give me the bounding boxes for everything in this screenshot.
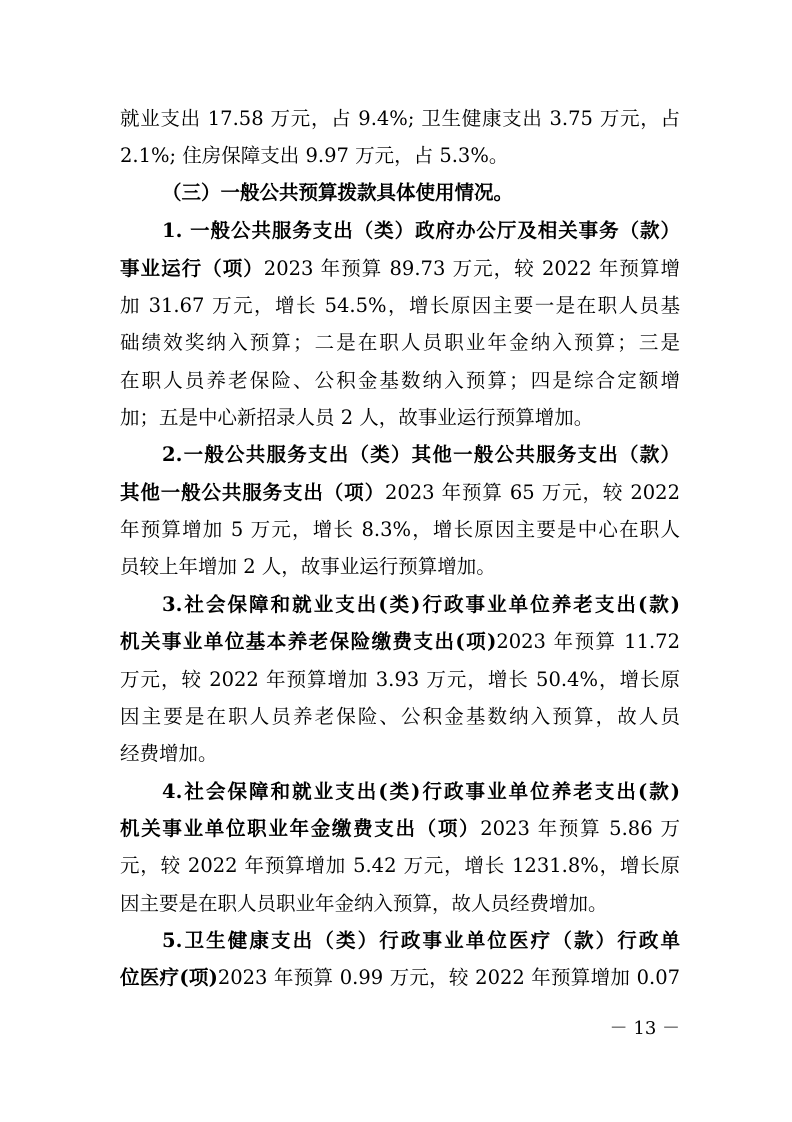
text-segment: 2023 年预算 0.99 万元，较 2022 年预算增加 0.07 xyxy=(217,966,681,989)
text-line-1 xyxy=(120,102,680,136)
item-heading: 2.一般公共服务支出（类）其他一般公共服务支出（款） xyxy=(162,443,680,466)
text-line-16 xyxy=(120,663,680,697)
text-line-7 xyxy=(120,326,680,360)
item-heading: 事业运行（项） xyxy=(120,257,264,280)
text-line-2 xyxy=(120,139,680,173)
text-segment: 年预算增加 5 万元，增长 8.3%，增长原因主要是中心在职人 xyxy=(120,518,680,541)
text-line-4 xyxy=(162,214,680,248)
text-line-13 xyxy=(120,550,680,584)
text-segment: 2023 年预算 65 万元，较 2022 xyxy=(384,481,680,504)
text-segment: 2.1%; 住房保障支出 9.97 万元，占 5.3%。 xyxy=(120,144,509,167)
text-segment: 因主要是在职人员养老保险、公积金基数纳入预算，故人员 xyxy=(120,705,680,728)
text-segment: 在职人员养老保险、公积金基数纳入预算；四是综合定额增 xyxy=(120,369,680,392)
text-segment: 就业支出 17.58 万元，占 9.4%; 卫生健康支出 3.75 万元，占 xyxy=(120,107,680,130)
text-line-6 xyxy=(120,289,680,323)
text-line-23 xyxy=(162,924,680,958)
text-line-8 xyxy=(120,364,680,398)
text-line-9 xyxy=(120,401,680,435)
heading-text: （三）一般公共预算拨款具体使用情况。 xyxy=(162,181,514,204)
text-line-24 xyxy=(120,961,680,995)
text-line-14 xyxy=(162,588,680,622)
text-line-17 xyxy=(120,700,680,734)
text-segment: 加 31.67 万元，增长 54.5%，增长原因主要一是在职人员基 xyxy=(120,294,680,317)
text-segment: 经费增加。 xyxy=(120,742,218,765)
item-heading: 4.社会保障和就业支出(类)行政事业单位养老支出(款) xyxy=(162,780,680,803)
text-line-18 xyxy=(120,737,680,771)
item-heading: 机关事业单位职业年金缴费支出（项） xyxy=(120,817,481,840)
item-heading: 3.社会保障和就业支出(类)行政事业单位养老支出(款) xyxy=(162,593,680,616)
text-line-15 xyxy=(120,625,680,659)
text-line-11 xyxy=(120,476,680,510)
text-line-12 xyxy=(120,513,680,547)
text-line-19 xyxy=(162,775,680,809)
text-segment: 2023 年预算 11.72 xyxy=(496,630,680,653)
text-line-22 xyxy=(120,887,680,921)
item-heading: 位医疗(项) xyxy=(120,966,218,989)
text-segment: 万元，较 2022 年预算增加 3.93 万元，增长 50.4%，增长原 xyxy=(120,668,680,691)
text-line-21 xyxy=(120,849,680,883)
item-heading: 1. 一般公共服务支出（类）政府办公厅及相关事务（款） xyxy=(162,219,680,242)
text-segment: 2023 年预算 89.73 万元，较 2022 年预算增 xyxy=(263,257,680,280)
item-heading: 机关事业单位基本养老保险缴费支出(项) xyxy=(120,630,497,653)
text-segment: 加；五是中心新招录人员 2 人，故事业运行预算增加。 xyxy=(120,406,594,429)
text-line-20 xyxy=(120,812,680,846)
text-segment: 元，较 2022 年预算增加 5.42 万元，增长 1231.8%，增长原 xyxy=(120,854,680,877)
section-heading xyxy=(162,176,680,210)
text-segment: 础绩效奖纳入预算；二是在职人员职业年金纳入预算；三是 xyxy=(120,331,680,354)
text-line-10 xyxy=(162,438,680,472)
text-segment: 2023 年预算 5.86 万 xyxy=(480,817,680,840)
text-segment: 因主要是在职人员职业年金纳入预算，故人员经费增加。 xyxy=(120,892,608,915)
page-number: － 13 － xyxy=(609,1018,680,1039)
item-heading: 5.卫生健康支出（类）行政事业单位医疗（款）行政单 xyxy=(162,929,680,952)
text-line-5 xyxy=(120,252,680,286)
item-heading: 其他一般公共服务支出（项） xyxy=(120,481,385,504)
text-segment: 员较上年增加 2 人，故事业运行预算增加。 xyxy=(120,555,496,578)
